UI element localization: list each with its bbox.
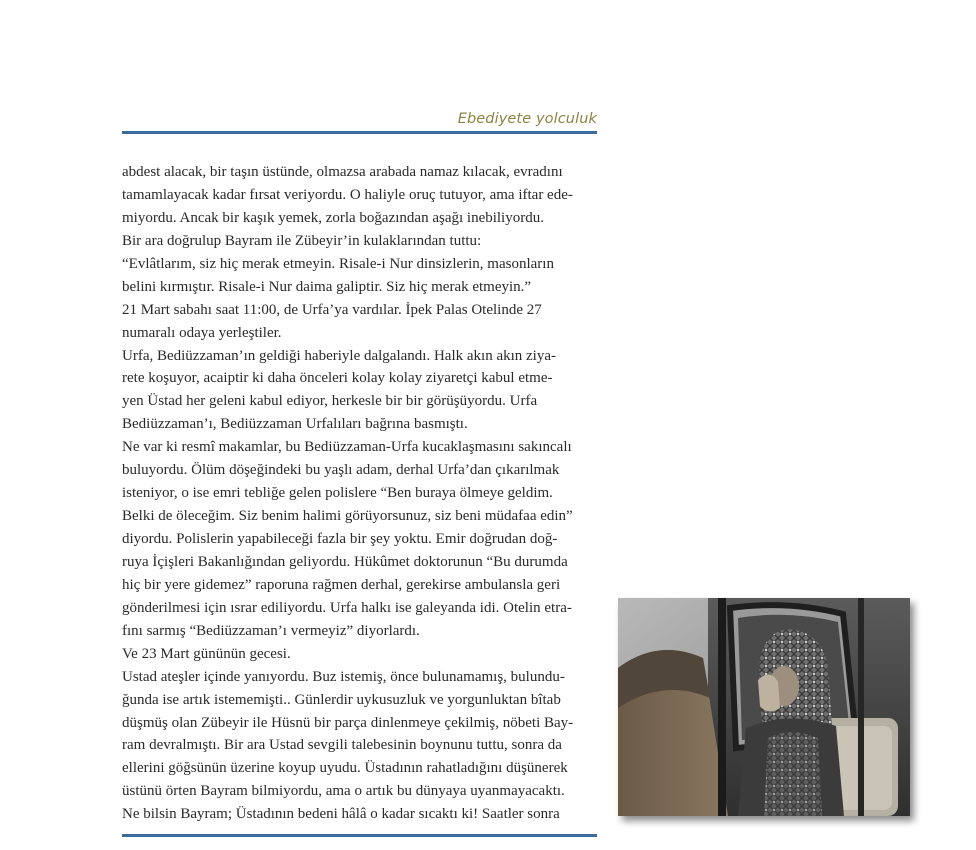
text-line: diyordu. Polislerin yapabileceği fazla bir şey yoktu. Emir doğrudan doğ- <box>122 531 558 547</box>
text-line: abdest alacak, bir taşın üstünde, olmazsa arabada namaz kılacak, evradını <box>122 164 563 180</box>
text-line: Urfa, Bediüzzaman’ın geldiği haberiyle dalgalandı. Halk akın akın ziya- <box>122 347 556 364</box>
text-line: ruya İçişleri Bakanlığından geliyordu. Hükûmet doktorunun “Bu durumda <box>122 553 568 570</box>
text-line: tamamlayacak kadar fırsat veriyordu. O haliyle oruç tutuyor, ama iftar ede- <box>122 186 573 203</box>
text-line: fını sarmış “Bediüzzaman’ı vermeyiz” diyorlardı. <box>122 622 420 639</box>
text-line: düşmüş olan Zübeyir ile Hüsnü bir parça dinlenmeye çekilmiş, nöbeti Bay- <box>122 714 574 731</box>
text-line: gönderilmesi için ısrar ediliyordu. Urfa halkı ise galeyanda idi. Otelin etra- <box>122 599 572 616</box>
text-line: 21 Mart sabahı saat 11:00, de Urfa’ya vardılar. İpek Palas Otelinde 27 <box>122 301 542 318</box>
text-line: Belki de öleceğim. Siz benim halimi görüyorsunuz, siz beni müdafaa edin” <box>122 508 573 525</box>
text-line: “Evlâtlarım, siz hiç merak etmeyin. Risale-i Nur dinsizlerin, masonların <box>122 255 554 272</box>
text-line: üstünü örten Bayram bilmiyordu, ama o artık bu dünyaya uyanmayacaktı. <box>122 783 565 800</box>
text-line: belini kırmıştır. Risale-i Nur daima galiptir. Siz hiç merak etmeyin.” <box>122 278 532 295</box>
text-line: miyordu. Ancak bir kaşık yemek, zorla boğazından aşağı inebiliyordu. <box>122 209 544 226</box>
body-text <box>122 161 602 826</box>
header-rule <box>122 131 597 134</box>
text-line: numaralı odaya yerleştiler. <box>122 324 282 341</box>
text-line: buluyordu. Ölüm döşeğindeki bu yaşlı adam, derhal Urfa’dan çıkarılmak <box>122 462 560 479</box>
text-line: yen Üstad her geleni kabul ediyor, herkesle bir bir görüşüyordu. Urfa <box>122 393 538 410</box>
text-line: Bediüzzaman’ı, Bediüzzaman Urfalıları bağrına basmıştı. <box>122 416 468 433</box>
text-line: Ne var ki resmî makamlar, bu Bediüzzaman-Urfa kucaklaşmasını sakıncalı <box>122 439 572 456</box>
text-line: Bir ara doğrulup Bayram ile Zübeyir’in kulaklarından tuttu: <box>122 232 482 249</box>
text-line: isteniyor, o ise emri tebliğe gelen polislere “Ben buraya ölmeye geldim. <box>122 485 553 502</box>
text-line: rete koşuyor, acaiptir ki daha önceleri kolay kolay ziyaretçi kabul etme- <box>122 370 553 387</box>
text-line: ellerini göğsünün üzerine koyup uyudu. Üstadının rahatladığını düşünerek <box>122 760 568 777</box>
text-line: ğunda ise artık istememişti.. Günlerdir uykusuzluk ve yorgunluktan bîtab <box>122 691 561 708</box>
text-line: ram devralmıştı. Bir ara Ustad sevgili talebesinin boynunu tuttu, sonra da <box>122 737 562 754</box>
text-line: Ustad ateşler içinde yanıyordu. Buz istemiş, önce bulunamamış, bulundu- <box>122 668 565 685</box>
footer-rule <box>122 834 597 837</box>
text-line: Ve 23 Mart gününün gecesi. <box>122 645 291 662</box>
text-line: hiç bir yere gidemez” raporuna rağmen derhal, gerekirse ambulansla geri <box>122 576 561 593</box>
running-header-title: Ebediyete yolculuk <box>457 111 597 127</box>
photo-figure <box>618 598 910 816</box>
photo-image <box>618 598 910 816</box>
text-line: Ne bilsin Bayram; Üstadının bedeni hâlâ o kadar sıcaktı ki! Saatler sonra <box>122 806 560 823</box>
